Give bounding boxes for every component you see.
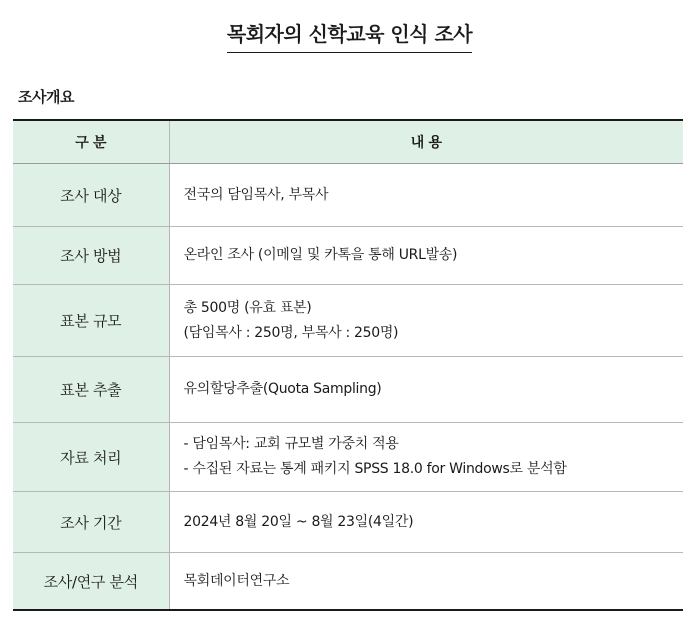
header-value: 내 용 (169, 120, 683, 164)
row-value (169, 492, 683, 553)
row-value (169, 357, 683, 423)
table-row (13, 285, 683, 357)
row-value (169, 423, 683, 492)
survey-overview-table (13, 119, 683, 611)
section-heading: 조사개요 (18, 88, 74, 106)
row-value (169, 164, 683, 227)
table-row (13, 357, 683, 423)
row-value-line: 유의할당추출(Quota Sampling) (183, 381, 382, 397)
row-value (169, 553, 683, 611)
row-label: 표본 규모 (13, 285, 169, 357)
row-label: 조사 대상 (13, 164, 169, 227)
row-value-line: 전국의 담임목사, 부목사 (183, 186, 329, 203)
table-row (13, 423, 683, 492)
row-value-line: 목회데이터연구소 (183, 572, 290, 589)
row-label: 자료 처리 (13, 423, 169, 492)
table-row (13, 553, 683, 611)
row-label: 표본 추출 (13, 357, 169, 423)
row-value (169, 285, 683, 357)
row-value (169, 227, 683, 285)
table-header-row (13, 120, 683, 164)
row-label: 조사/연구 분석 (13, 553, 169, 611)
row-label: 조사 방법 (13, 227, 169, 285)
row-value-line: 총 500명 (유효 표본) (183, 299, 312, 316)
table-row (13, 492, 683, 553)
header-label: 구 분 (13, 120, 169, 164)
row-value-line: (담임목사 : 250명, 부목사 : 250명) (183, 324, 399, 341)
table-row (13, 227, 683, 285)
row-value-line: 온라인 조사 (이메일 및 카톡을 통해 URL발송) (183, 247, 458, 263)
page-title-text: 목회자의 신학교육 인식 조사 (227, 18, 472, 53)
row-value-line: - 담임목사: 교회 규모별 가중치 적용 (183, 436, 399, 452)
row-value-line: - 수집된 자료는 통계 패키지 SPSS 18.0 for Windows로 분석함 (183, 461, 567, 477)
page-title (0, 18, 699, 53)
row-value-line: 2024년 8월 20일 ~ 8월 23일(4일간) (183, 513, 414, 530)
row-label: 조사 기간 (13, 492, 169, 553)
table-row (13, 164, 683, 227)
